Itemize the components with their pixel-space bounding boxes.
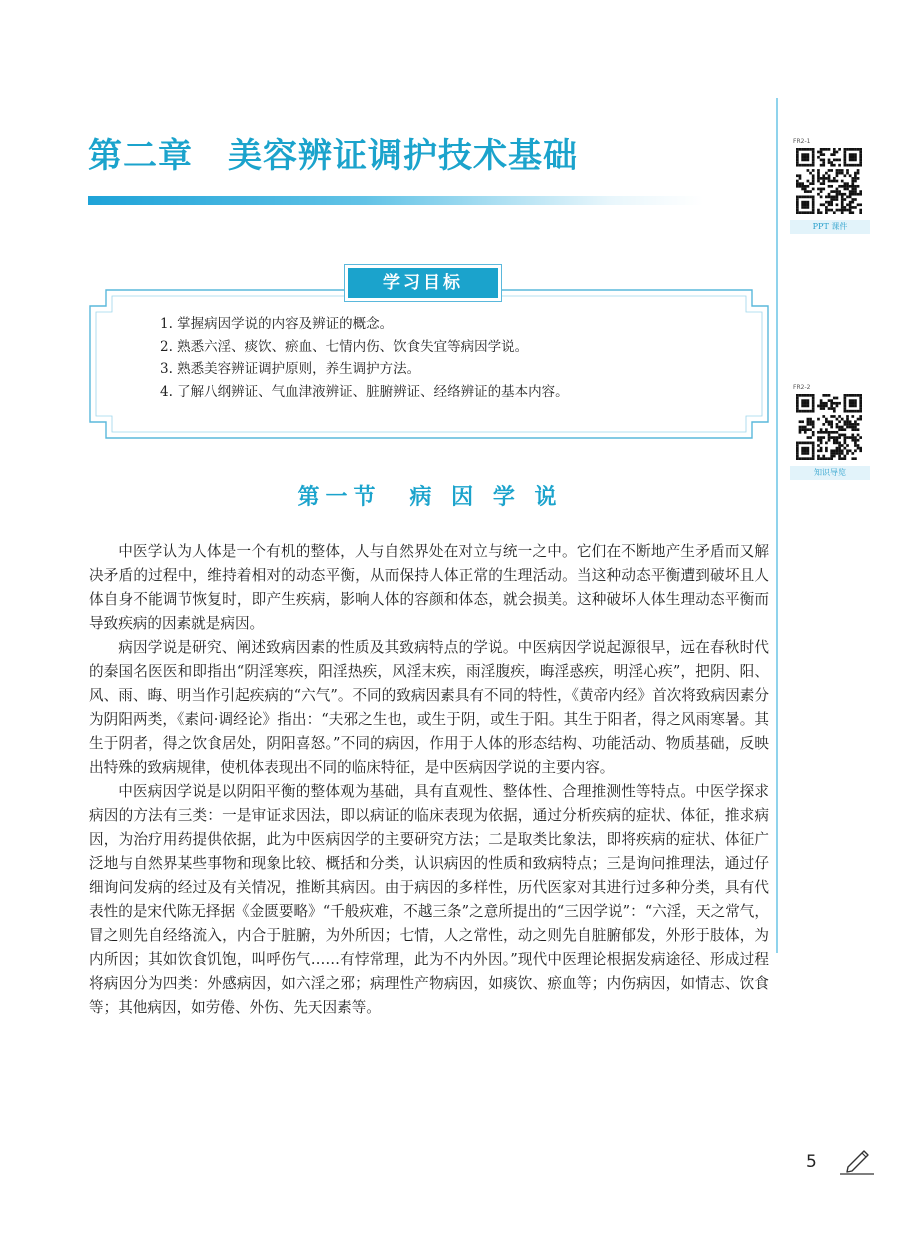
paragraph: 中医学认为人体是一个有机的整体，人与自然界处在对立与统一之中。它们在不断地产生矛盾而又解决矛盾的过程中，维持着相对的动态平衡，从而保持人体正常的生理活动。当这种动态平衡遭到破坏且人体自身不能调节恢复时，即产生疾病，影响人体的容颜和体态，就会损美。这种破坏人体生理动态平衡而导致疾病的因素就是病因。 (89, 543, 769, 632)
qr-block-ppt[interactable] (790, 138, 870, 234)
qr-block-knowledge[interactable] (790, 384, 870, 480)
qr-code-icon[interactable] (796, 394, 862, 460)
section-title: 第一节 病 因 学 说 (297, 485, 563, 510)
qr-caption-ppt: PPT 课件 (790, 220, 870, 234)
qr-code-icon[interactable] (796, 148, 862, 214)
goals-list (160, 313, 569, 403)
margin-divider (776, 98, 778, 953)
pencil-icon (838, 1147, 878, 1177)
body-text (89, 540, 769, 1020)
qr-caption-knowledge: 知识导览 (790, 466, 870, 480)
paragraph: 病因学说是研究、阐述致病因素的性质及其致病特点的学说。中医病因学说起源很早，远在春秋时代的秦国名医医和即指出“阴淫寒疾，阳淫热疾，风淫末疾，雨淫腹疾，晦淫惑疾，明淫心疾”，把阴、阳、风、雨、晦、明当作引起疾病的“六气”。不同的致病因素具有不同的特性，《黄帝内经》首次将致病因素分为阴阳两类，《素问·调经论》指出：“夫邪之生也，或生于阴，或生于阳。其生于阳者，得之风雨寒暑。其生于阴者，得之饮食居处，阴阳喜怒。”不同的病因，作用于人体的形态结构、功能活动、物质基础，反映出特殊的致病规律，使机体表现出不同的临床特征，是中医病因学说的主要内容。 (89, 639, 769, 776)
goal-item: 1. 掌握病因学说的内容及辨证的概念。 (160, 316, 394, 332)
goal-item: 2. 熟悉六淫、痰饮、瘀血、七情内伤、饮食失宜等病因学说。 (160, 338, 529, 355)
goals-heading: 学习目标 (348, 268, 498, 298)
goal-item: 4. 了解八纲辨证、气血津液辨证、脏腑辨证、经络辨证的基本内容。 (160, 383, 569, 400)
qr-id-label: FR2-2 (793, 384, 811, 391)
paragraph: 中医病因学说是以阴阳平衡的整体观为基础，具有直观性、整体性、合理推测性等特点。中医学探求病因的方法有三类：一是审证求因法，即以病证的临床表现为依据，通过分析疾病的症状、体征，推求病因，为治疗用药提供依据，此为中医病因学的主要研究方法；二是取类比象法，即将疾病的症状、体征广泛地与自然界某些事物和现象比较、概括和分类，认识病因的性质和致病特点；三是询问推理法，通过仔细询问发病的经过及有关情况，推断其病因。由于病因的多样性，历代医家对其进行过多种分类，具有代表性的是宋代陈无择据《金匮要略》“千般疢难，不越三条”之意所提出的“三因学说”：“六淫，天之常气，冒之则先自经络流入，内合于脏腑，为外所因；七情，人之常性，动之则先自脏腑郁发，外形于肢体，为内所因；其如饮食饥饱，叫呼伤气……有悖常理，此为不内外因。”现代中医理论根据发病途径、形成过程将病因分为四类：外感病因，如六淫之邪；病理性产物病因，如痰饮、瘀血等；内伤病因，如情志、饮食等；其他病因，如劳倦、外伤、先天因素等。 (89, 783, 769, 1016)
page-number: 5 (806, 1152, 817, 1172)
title-underline-bar (88, 196, 703, 205)
goal-item: 3. 熟悉美容辨证调护原则，养生调护方法。 (160, 361, 421, 377)
chapter-title: 第二章 美容辨证调护技术基础 (88, 136, 578, 176)
qr-id-label: FR2-1 (793, 138, 811, 145)
